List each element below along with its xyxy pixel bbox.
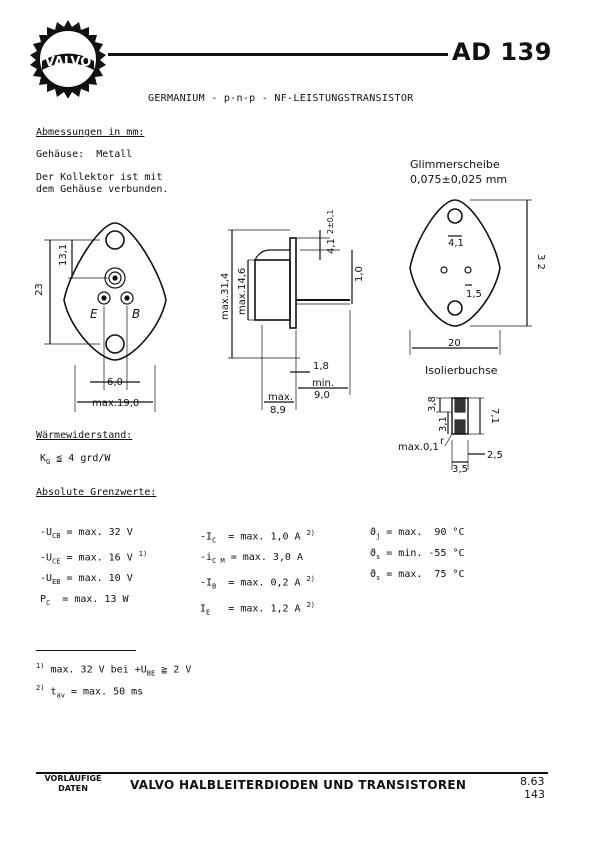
label-min-9: 9,0 xyxy=(314,390,330,401)
footer-title: VALVO HALBLEITERDIODEN UND TRANSISTOREN xyxy=(130,778,467,792)
label-4-1b: 4,1 xyxy=(448,238,464,249)
label-3-1: 3,1 xyxy=(438,416,449,432)
label-4-1a: 4,1 xyxy=(326,238,337,254)
footer-date: 8.63 xyxy=(520,775,545,788)
label-3-5: 3,5 xyxy=(452,464,468,475)
label-base: B xyxy=(132,307,141,321)
label-max19: max.19,0 xyxy=(92,398,140,409)
limit-ueb: $-U_{EB} = \max$. 10 V xyxy=(40,573,133,587)
mica-thickness: 0,075±0,025 mm xyxy=(410,173,508,186)
label-max: max. xyxy=(268,392,293,403)
footnote-2: $^{2)}$ $t_{av} = \max$. 50 ms xyxy=(36,684,144,700)
mount-hole-top xyxy=(106,231,124,249)
label-emitter: E xyxy=(90,307,98,321)
label-2-5: 2,5 xyxy=(487,450,503,461)
limit-ts-min: $ϑ_s = \min$. -55 °C xyxy=(370,548,465,561)
footnote-1: $^{1)}$ max. 32 V bei $+U_{BE}$ ≧ 2 V xyxy=(36,662,192,678)
label-20: 20 xyxy=(448,338,461,349)
mica-washer-outline xyxy=(410,200,500,326)
header-rule xyxy=(108,53,448,56)
label-max0-1: max.0,1 xyxy=(398,442,439,453)
label-r: r xyxy=(440,436,445,447)
side-view-flange xyxy=(290,238,296,328)
label-2-01: 2±0,1 xyxy=(326,209,335,234)
limit-ic: $-I_C = \max$. 1,0 A $^{2)}$ xyxy=(200,529,316,545)
label-6-0: 6,0 xyxy=(107,377,123,388)
limit-tj: $ϑ_j = \max$. 90 °C xyxy=(370,527,465,540)
dimensions-heading: Abmessungen in mm: xyxy=(36,127,145,138)
thermal-heading: Wärmewiderstand: xyxy=(36,430,133,441)
limits-col-1 xyxy=(40,506,147,630)
limit-ib: $-I_B = \max$. 0,2 A $^{2)}$ xyxy=(200,575,316,591)
collector-note-2: dem Gehäuse verbunden. xyxy=(36,184,169,195)
label-32: 3 2 xyxy=(535,254,546,270)
footer-page: 143 xyxy=(524,788,545,801)
limits-col-2 xyxy=(200,506,315,639)
limit-ucb: $-U_{CB} = \max$. 32 V xyxy=(40,527,133,540)
limit-icm: $-i_{C M} = \max$. 3,0 A xyxy=(200,552,303,566)
limits-heading: Absolute Grenzwerte: xyxy=(36,487,157,498)
housing-text: Gehäuse: Metall xyxy=(36,149,133,160)
insulator-title: Isolierbuchse xyxy=(425,364,498,377)
logo-text: VALVO xyxy=(44,55,92,70)
label-1-0: 1,0 xyxy=(354,266,365,282)
label-7-1: 7,1 xyxy=(489,408,500,424)
limit-ts-max: $ϑ_s = \max$. 75 °C xyxy=(370,569,465,582)
label-max-8-9: 8,9 xyxy=(270,405,286,416)
thermal-value: $K_G$ ≦ 4 grd/W xyxy=(40,453,111,466)
label-max14-6: max.14,6 xyxy=(237,267,248,315)
label-3-8: 3,8 xyxy=(427,396,438,412)
subtitle: GERMANIUM - p-n-p - NF-LEISTUNGSTRANSISTOR xyxy=(148,93,414,104)
label-min: min. xyxy=(312,378,335,389)
preliminary-data: VORLÄUFIGE DATEN xyxy=(44,774,102,793)
label-13-1: 13,1 xyxy=(58,243,69,266)
label-1-8: 1,8 xyxy=(313,361,329,372)
collector-note-1: Der Kollektor ist mit xyxy=(36,172,163,183)
footnote-rule xyxy=(36,650,136,651)
transistor-outline xyxy=(64,223,166,360)
part-number: AD 139 xyxy=(452,38,552,66)
limit-pc: $P_C = \max$. 13 W xyxy=(40,594,129,608)
mica-title: Glimmerscheibe xyxy=(410,158,500,171)
footer-rule xyxy=(36,772,548,774)
valvo-logo xyxy=(28,18,108,98)
limit-ie: $I_E = \max$. 1,2 A $^{2)}$ xyxy=(200,600,316,616)
limit-uce: $-U_{CE} = \max$. 16 V $^{1)}$ xyxy=(40,550,148,566)
limits-col-3 xyxy=(370,506,465,605)
mount-hole-bottom xyxy=(106,335,124,353)
label-max31-4: max.31,4 xyxy=(220,272,231,320)
label-23: 23 xyxy=(34,283,45,296)
label-1-5: 1,5 xyxy=(466,289,482,300)
